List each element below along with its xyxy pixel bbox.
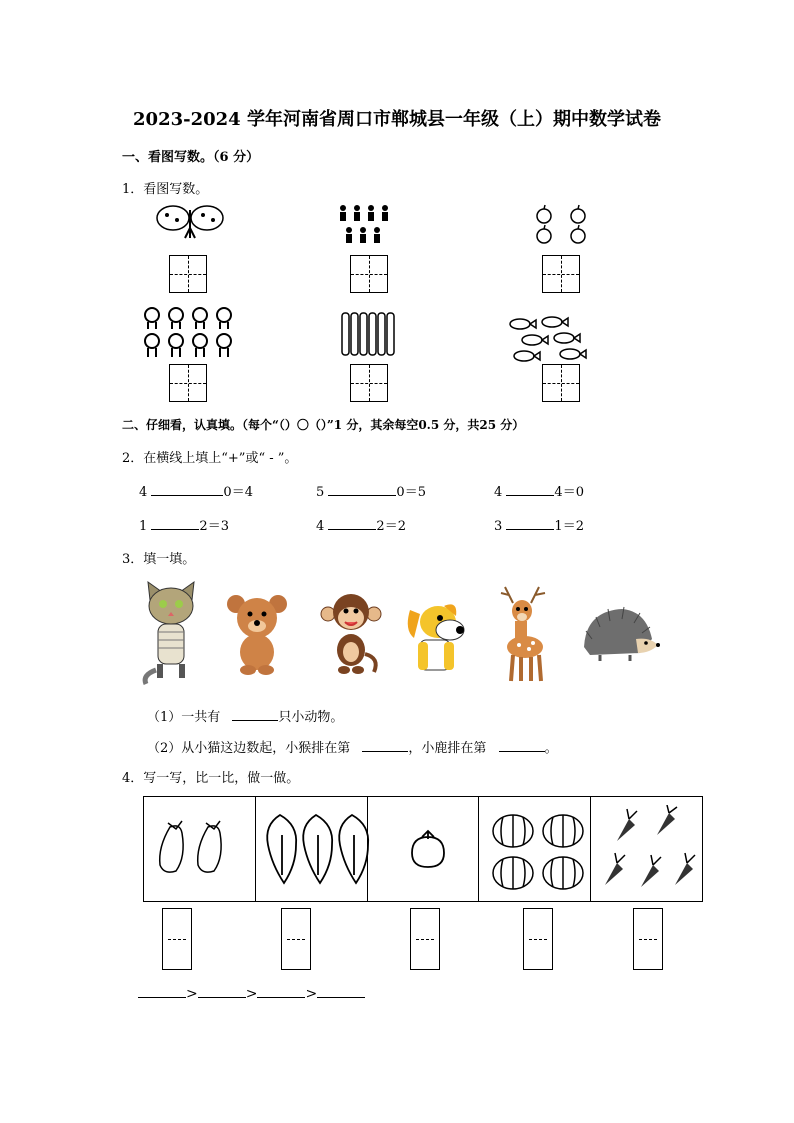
q1-answer-box-1[interactable] [169, 255, 207, 293]
section1-heading: 一、看图写数。（6 分） [122, 150, 260, 165]
q1-answer-box-4[interactable] [169, 364, 207, 402]
q4-compare-blank-1[interactable] [138, 985, 186, 998]
q4-answer-box-1[interactable] [162, 908, 192, 970]
q3-sub1: （1）一共有 只小动物。 [147, 710, 344, 725]
fish-picture [502, 314, 590, 364]
q1-answer-box-3[interactable] [542, 255, 580, 293]
q1-label: 1．看图写数。 [122, 182, 209, 197]
equation-4: 1 2＝3 [139, 519, 229, 534]
q4-answer-box-3[interactable] [410, 908, 440, 970]
equation-6-blank[interactable] [506, 517, 554, 530]
equation-1-blank[interactable] [151, 483, 223, 496]
q3-sub2: （2）从小猫这边数起，小猴排在第 ，小鹿排在第 。 [147, 741, 558, 756]
q4-answer-box-5[interactable] [633, 908, 663, 970]
q2-label: 2．在横线上填上“+”或“ - ”。 [122, 451, 298, 466]
q4-compare-blank-3[interactable] [257, 985, 305, 998]
q1-answer-box-2[interactable] [350, 255, 388, 293]
greater-than-sign-2: > [245, 986, 258, 1002]
eggplant-cell [144, 797, 256, 901]
q3-label: 3．填一填。 [122, 552, 196, 567]
monkey-picture [320, 592, 382, 676]
carrot-picture [597, 805, 697, 895]
sticks-picture [340, 311, 398, 357]
tomato-cell [368, 797, 480, 901]
greater-than-sign-3: > [305, 986, 318, 1002]
q4-answer-box-2[interactable] [281, 908, 311, 970]
equation-6: 3 1＝2 [494, 519, 584, 534]
q4-label: 4．写一写，比一比，做一做。 [122, 771, 300, 786]
q1-answer-box-5[interactable] [350, 364, 388, 402]
q3-sub1-blank[interactable] [232, 708, 278, 721]
q1-answer-box-6[interactable] [542, 364, 580, 402]
cabbage-picture [260, 805, 374, 891]
equation-1: 4 0＝4 [139, 485, 253, 500]
q4-compare-blank-4[interactable] [317, 985, 365, 998]
eggplant-picture [152, 817, 228, 879]
cat-picture [140, 580, 202, 685]
children-picture [335, 203, 395, 251]
q4-compare-blank-2[interactable] [198, 985, 246, 998]
carrot-cell [591, 797, 702, 901]
cabbage-cell [256, 797, 368, 901]
equation-2: 5 0＝5 [316, 485, 426, 500]
bear-picture [224, 592, 290, 676]
equation-4-blank[interactable] [151, 517, 199, 530]
equation-3: 4 4＝0 [494, 485, 584, 500]
equation-3-blank[interactable] [506, 483, 554, 496]
q4-comparison [138, 985, 365, 1002]
tomato-picture [408, 829, 448, 869]
equation-5: 4 2＝2 [316, 519, 406, 534]
pumpkin-cell [479, 797, 591, 901]
monkeys-picture [140, 305, 236, 361]
greater-than-sign-1: > [186, 986, 198, 1002]
dog-picture [404, 600, 468, 674]
section2-heading: 二、仔细看，认真填。（每个“（）〇（）”1 分，其余每空0.5 分，共25 分） [122, 418, 525, 432]
equation-5-blank[interactable] [328, 517, 376, 530]
q3-sub2-blank-1[interactable] [362, 739, 408, 752]
apples-picture [532, 204, 590, 246]
q4-answer-box-4[interactable] [523, 908, 553, 970]
pumpkin-picture [491, 809, 587, 895]
deer-picture [495, 585, 551, 683]
equation-2-blank[interactable] [328, 483, 396, 496]
vegetables-table [143, 796, 703, 902]
butterfly-picture [155, 200, 225, 240]
hedgehog-picture [580, 603, 660, 663]
page-title: 2023-2024 学年河南省周口市郸城县一年级（上）期中数学试卷 [133, 109, 661, 130]
q3-sub2-blank-2[interactable] [499, 739, 545, 752]
